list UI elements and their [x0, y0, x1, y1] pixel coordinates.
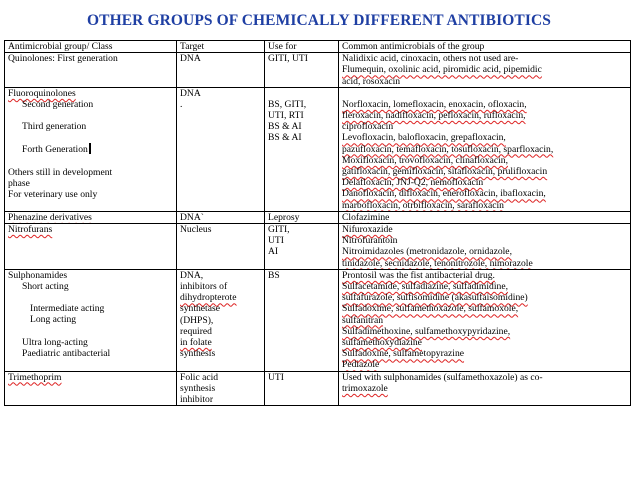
group-name: Nitrofurans: [8, 224, 53, 236]
subgroup-name: Forth Generation: [22, 144, 88, 156]
drug-line: gatifloxacin, gemifloxacin, sitafloxacin, prulifloxacin: [342, 166, 548, 178]
target-text: synthesis: [180, 348, 216, 360]
drug-line: sulfafurazole, sulfisomidine (akasulfaisomidine): [342, 292, 528, 304]
group-name: Sulphonamides: [8, 269, 68, 281]
drugs-cell: [339, 53, 631, 88]
drug-line: Clofazimine: [342, 211, 390, 223]
use-text: AI: [268, 246, 279, 258]
subgroup-name: Third generation: [22, 121, 87, 133]
group-cell: [5, 211, 177, 223]
target-text: inhibitors of: [180, 281, 228, 293]
target-text: Nucleus: [180, 224, 212, 236]
target-text: DNA,: [180, 269, 204, 281]
text-cursor-icon: [89, 143, 91, 154]
target-text: .: [180, 99, 183, 111]
use-text: BS, GITI,: [268, 98, 307, 110]
drug-line: Nitroimidazoles (metronidazole, ornidazole,: [342, 246, 512, 258]
target-text: DNA: [180, 87, 201, 99]
drug-line: Nitrofurantoin: [342, 235, 398, 247]
target-cell: [177, 53, 265, 88]
drug-line: Sulfacetamide, sulfadiazine, sulfadimidine,: [342, 281, 508, 293]
drugs-cell: [339, 269, 631, 371]
drugs-cell: [339, 371, 631, 406]
target-cell: [177, 87, 265, 211]
target-cell: [177, 269, 265, 371]
drugs-cell: [339, 224, 631, 270]
target-text: DNA`: [180, 211, 204, 223]
slide-title: OTHER GROUPS OF CHEMICALLY DIFFERENT ANTIBIOTICS: [86, 12, 551, 29]
subgroup-name: Short acting: [22, 281, 69, 293]
target-text: inhibitor: [180, 394, 214, 406]
group-cell: [5, 224, 177, 270]
drug-line: fleroxacin, nadifloxacin, pefloxacin, rufloxacin,: [342, 110, 526, 122]
table-row: [5, 211, 631, 223]
target-text: synthesis: [180, 382, 216, 394]
subgroup-name: Second generation: [22, 99, 94, 111]
header-group: Antimicrobial group/ Class: [5, 41, 177, 53]
use-cell: [265, 224, 339, 270]
use-cell: [265, 53, 339, 88]
target-cell: [177, 224, 265, 270]
use-text: UTI, RTI: [268, 110, 304, 122]
drug-line: Danofloxacin, difloxacin, enerofloxacin, ibafloxacin,: [342, 188, 546, 200]
use-cell: [265, 211, 339, 223]
use-text: BS: [268, 269, 280, 281]
use-text: BS & AI: [268, 121, 302, 133]
table-row: [5, 53, 631, 88]
drug-line: pazufloxacin, temafloxacin, tosufloxacin, sparfloxacin,: [342, 143, 554, 155]
antibiotics-table: [4, 40, 631, 406]
group-name: Quinolones: First generation: [8, 53, 118, 65]
subgroup-name: Ultra long-acting: [22, 336, 88, 348]
group-name: Fluoroquinolones: [8, 87, 76, 99]
use-cell: [265, 87, 339, 211]
drug-line: Flumequin, oxolinic acid, piromidic acid, pipemidic: [342, 64, 542, 76]
drug-line: ciprofloxacin: [342, 121, 394, 133]
group-note: phase: [8, 177, 30, 189]
drug-line: Nalidixic acid, cinoxacin, others not used are-: [342, 53, 519, 65]
header-common-antimicrobials: Common antimicrobials of the group: [339, 41, 631, 53]
use-cell: [265, 371, 339, 406]
group-cell: [5, 371, 177, 406]
target-text: synthetase: [180, 303, 220, 315]
use-cell: [265, 269, 339, 371]
table-row: [5, 371, 631, 406]
table-row: [5, 87, 631, 211]
subgroup-name: Long acting: [30, 314, 77, 326]
drug-line: sulfamethoxydiazine: [342, 337, 422, 349]
header-use-for: Use for: [265, 41, 339, 53]
drug-line: Sulfadoxime, sulfamethoxazole, sulfamoxole,: [342, 303, 519, 315]
drugs-cell: [339, 87, 631, 211]
subgroup-name: Paediatric antibacterial: [22, 347, 111, 359]
drug-line: Pediazole: [342, 359, 380, 371]
target-cell: [177, 371, 265, 406]
target-text: in folate: [180, 337, 212, 349]
table-row: [5, 269, 631, 371]
drug-line: Moxifloxacin, trovofloxacin, clinafloxacin,: [342, 154, 508, 166]
target-text: dihydropterote: [180, 292, 237, 304]
drug-line: acid, rosoxacin: [342, 75, 401, 87]
use-text: Leprosy: [268, 211, 300, 223]
table-header-row: [5, 41, 631, 53]
use-text: BS & AI: [268, 132, 302, 144]
target-cell: [177, 211, 265, 223]
drug-line: Sulfadimethoxine, sulfamethoxypyridazine,: [342, 325, 511, 337]
target-text: required: [180, 325, 212, 337]
subgroup-name: Intermediate acting: [30, 303, 105, 315]
drug-line: marbofloxacin, otrbifloxacin, sarafloxacin: [342, 199, 504, 211]
target-text: (DHPS),: [180, 314, 214, 326]
table-row: [5, 224, 631, 270]
drug-line: Norfloxacin, lomefloxacin, enoxacin, ofloxacin,: [342, 98, 527, 110]
drug-line: Sulfadoxine, sulfametopyrazine: [342, 348, 465, 360]
drugs-cell: [339, 211, 631, 223]
header-target: Target: [177, 41, 265, 53]
drug-line: tinidazole, secnidazole, tenonitrozole, nimorazole: [342, 257, 533, 269]
drug-line: trimoxazole: [342, 382, 388, 394]
drug-line: sulfanitran: [342, 314, 384, 326]
group-note: Others still in development: [8, 166, 113, 178]
group-name: Phenazine derivatives: [8, 211, 92, 223]
group-cell: [5, 87, 177, 211]
drug-line: Nifuroxazide: [342, 224, 393, 236]
drug-line: Used with sulphonamides (sulfamethoxazole) as co-: [342, 371, 543, 383]
use-text: UTI: [268, 235, 284, 247]
use-text: GITI, UTI: [268, 53, 308, 65]
drug-line: Levofloxacin, balofloxacin, grepafloxacin,: [342, 132, 506, 144]
drug-line: Prontosil was the fist antibacterial drug.: [342, 269, 495, 281]
group-name: Trimethoprim: [8, 371, 62, 383]
group-note: For veterinary use only: [8, 189, 98, 201]
group-cell: [5, 269, 177, 371]
target-text: Folic acid: [180, 371, 219, 383]
drug-line: Delafloxacin, JNJ-Q2, nemofloxacin: [342, 177, 484, 189]
target-text: DNA: [180, 53, 201, 65]
group-cell: [5, 53, 177, 88]
use-text: UTI: [268, 371, 284, 383]
use-text: GITI,: [268, 224, 290, 236]
